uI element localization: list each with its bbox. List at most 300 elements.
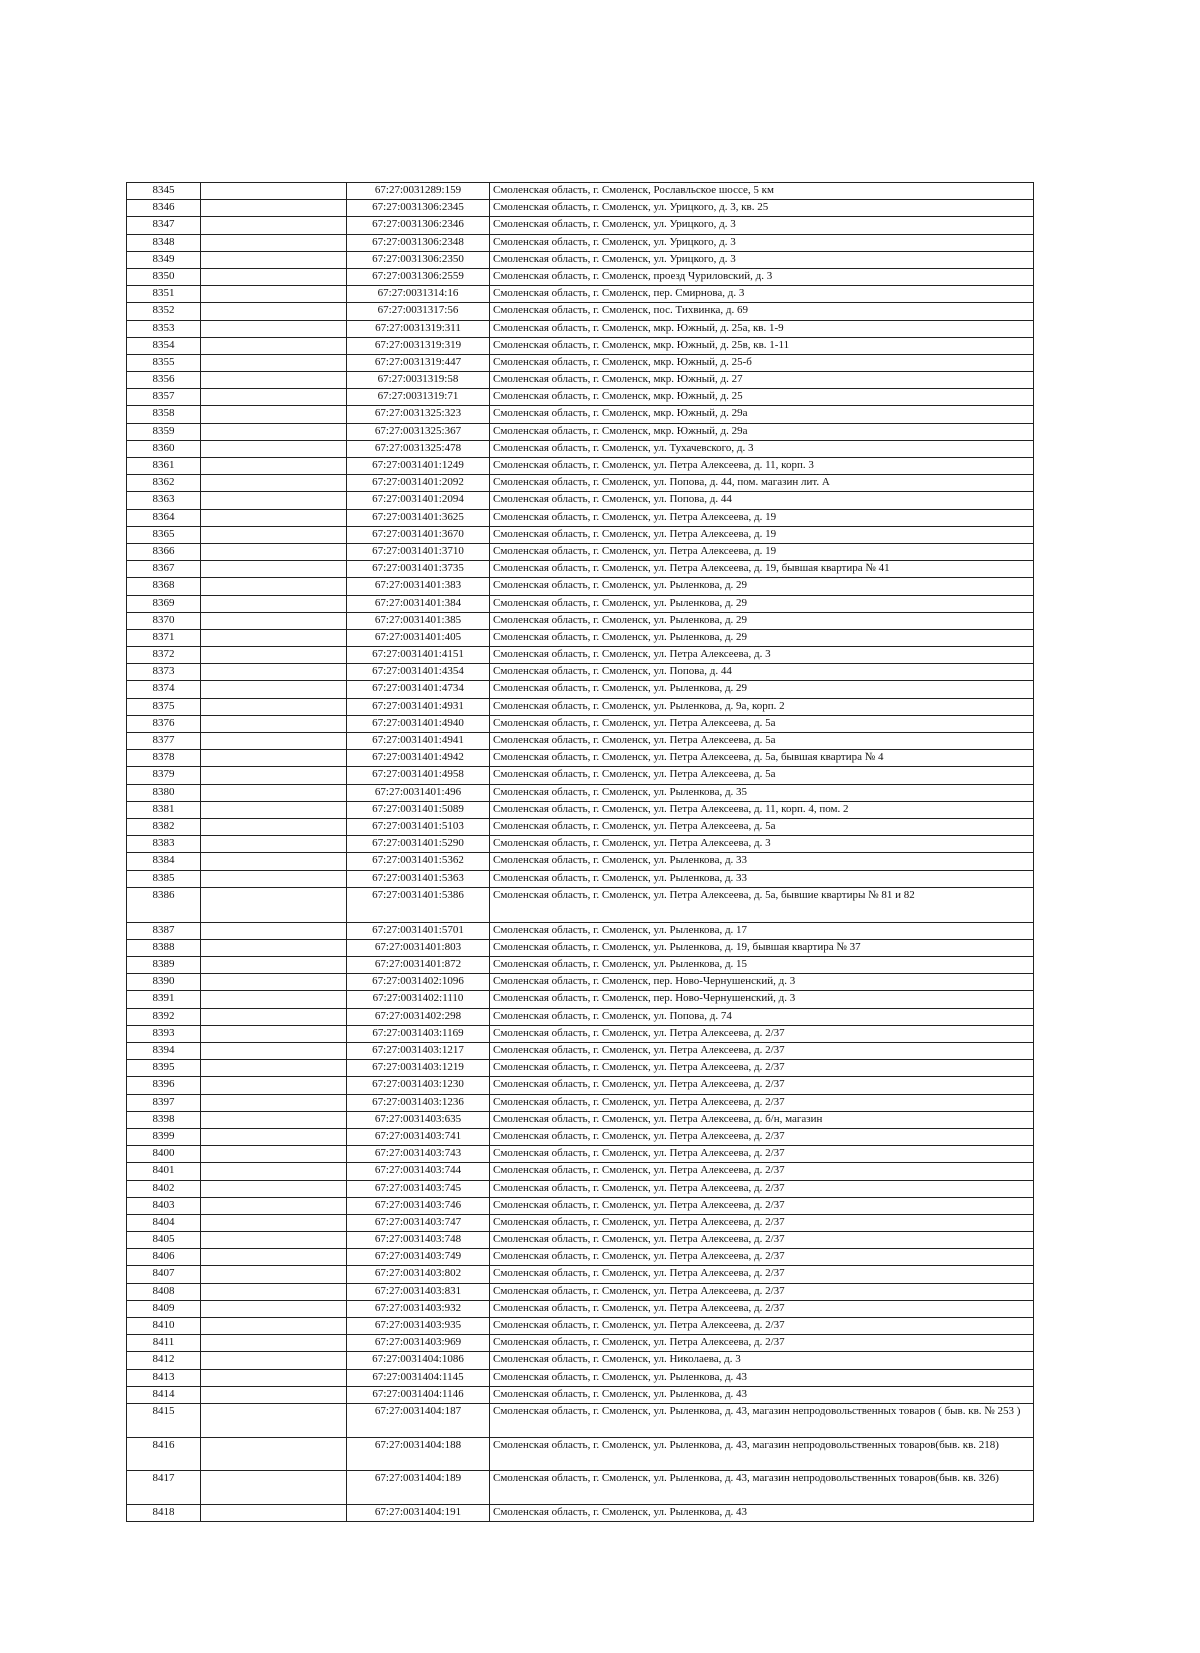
row-blank-cell [201,1180,347,1197]
row-number: 8396 [127,1077,201,1094]
row-number: 8402 [127,1180,201,1197]
table-row [127,509,1034,526]
row-blank-cell [201,733,347,750]
row-cadastral-number: 67:27:0031403:747 [347,1214,490,1231]
row-cadastral-number: 67:27:0031325:323 [347,406,490,423]
row-blank-cell [201,698,347,715]
row-blank-cell [201,939,347,956]
row-cadastral-number: 67:27:0031401:383 [347,578,490,595]
row-address: Смоленская область, г. Смоленск, ул. Петра Алексеева, д. 2/37 [490,1146,1034,1163]
table-row [127,1163,1034,1180]
table-row [127,286,1034,303]
row-address: Смоленская область, г. Смоленск, ул. Рыленкова, д. 29 [490,595,1034,612]
row-number: 8350 [127,268,201,285]
row-blank-cell [201,458,347,475]
row-number: 8349 [127,251,201,268]
row-blank-cell [201,1504,347,1521]
row-cadastral-number: 67:27:0031306:2346 [347,217,490,234]
row-blank-cell [201,1197,347,1214]
table-row [127,974,1034,991]
row-number: 8360 [127,440,201,457]
row-cadastral-number: 67:27:0031401:872 [347,957,490,974]
row-blank-cell [201,750,347,767]
row-blank-cell [201,1111,347,1128]
row-address: Смоленская область, г. Смоленск, ул. Петра Алексеева, д. 2/37 [490,1094,1034,1111]
row-blank-cell [201,1008,347,1025]
row-address: Смоленская область, г. Смоленск, ул. Петра Алексеева, д. 19, бывшая квартира № 41 [490,561,1034,578]
row-blank-cell [201,1060,347,1077]
table-row [127,767,1034,784]
row-number: 8413 [127,1369,201,1386]
row-cadastral-number: 67:27:0031401:803 [347,939,490,956]
table-row [127,183,1034,200]
row-blank-cell [201,251,347,268]
table-row [127,1197,1034,1214]
table-row [127,801,1034,818]
table-row [127,475,1034,492]
row-cadastral-number: 67:27:0031401:384 [347,595,490,612]
row-address: Смоленская область, г. Смоленск, ул. Рыленкова, д. 33 [490,870,1034,887]
row-blank-cell [201,595,347,612]
row-blank-cell [201,664,347,681]
row-number: 8379 [127,767,201,784]
table-row [127,1318,1034,1335]
row-cadastral-number: 67:27:0031401:5290 [347,836,490,853]
row-number: 8415 [127,1403,201,1437]
row-cadastral-number: 67:27:0031401:3670 [347,526,490,543]
table-row [127,234,1034,251]
row-number: 8378 [127,750,201,767]
row-number: 8352 [127,303,201,320]
table-row [127,853,1034,870]
table-row [127,1266,1034,1283]
row-number: 8406 [127,1249,201,1266]
row-cadastral-number: 67:27:0031401:5701 [347,922,490,939]
row-address: Смоленская область, г. Смоленск, пер. Ново-Чернушенский, д. 3 [490,991,1034,1008]
row-blank-cell [201,629,347,646]
row-cadastral-number: 67:27:0031403:1219 [347,1060,490,1077]
row-number: 8376 [127,715,201,732]
row-blank-cell [201,1163,347,1180]
row-number: 8347 [127,217,201,234]
row-blank-cell [201,715,347,732]
table-row [127,268,1034,285]
row-address: Смоленская область, г. Смоленск, ул. Петра Алексеева, д. 3 [490,647,1034,664]
table-row [127,715,1034,732]
table-row [127,440,1034,457]
row-address: Смоленская область, г. Смоленск, ул. Рыленкова, д. 29 [490,629,1034,646]
row-blank-cell [201,801,347,818]
row-cadastral-number: 67:27:0031404:1086 [347,1352,490,1369]
row-cadastral-number: 67:27:0031401:4941 [347,733,490,750]
row-address: Смоленская область, г. Смоленск, ул. Петра Алексеева, д. 5а [490,818,1034,835]
row-number: 8412 [127,1352,201,1369]
row-number: 8356 [127,372,201,389]
row-cadastral-number: 67:27:0031403:802 [347,1266,490,1283]
row-blank-cell [201,1386,347,1403]
row-number: 8362 [127,475,201,492]
row-cadastral-number: 67:27:0031403:744 [347,1163,490,1180]
row-address: Смоленская область, г. Смоленск, ул. Петра Алексеева, д. 2/37 [490,1128,1034,1145]
row-address: Смоленская область, г. Смоленск, ул. Урицкого, д. 3 [490,234,1034,251]
table-row [127,526,1034,543]
table-row [127,406,1034,423]
table-row [127,320,1034,337]
row-number: 8374 [127,681,201,698]
row-address: Смоленская область, г. Смоленск, ул. Петра Алексеева, д. 2/37 [490,1025,1034,1042]
row-address: Смоленская область, г. Смоленск, ул. Петра Алексеева, д. 5а [490,767,1034,784]
row-blank-cell [201,440,347,457]
row-cadastral-number: 67:27:0031404:1145 [347,1369,490,1386]
row-cadastral-number: 67:27:0031403:745 [347,1180,490,1197]
table-row [127,991,1034,1008]
row-address: Смоленская область, г. Смоленск, ул. Попова, д. 74 [490,1008,1034,1025]
row-address: Смоленская область, г. Смоленск, ул. Рыленкова, д. 29 [490,612,1034,629]
row-address: Смоленская область, г. Смоленск, мкр. Южный, д. 25а, кв. 1-9 [490,320,1034,337]
row-address: Смоленская область, г. Смоленск, ул. Петра Алексеева, д. 11, корп. 4, пом. 2 [490,801,1034,818]
row-cadastral-number: 67:27:0031319:58 [347,372,490,389]
table-row [127,612,1034,629]
row-address: Смоленская область, г. Смоленск, ул. Петра Алексеева, д. 5а, бывшая квартира № 4 [490,750,1034,767]
table-row [127,957,1034,974]
row-blank-cell [201,268,347,285]
row-address: Смоленская область, г. Смоленск, мкр. Южный, д. 25 [490,389,1034,406]
row-cadastral-number: 67:27:0031403:748 [347,1232,490,1249]
row-number: 8382 [127,818,201,835]
row-address: Смоленская область, г. Смоленск, пос. Тихвинка, д. 69 [490,303,1034,320]
row-number: 8371 [127,629,201,646]
row-address: Смоленская область, г. Смоленск, ул. Петра Алексеева, д. 2/37 [490,1335,1034,1352]
table-row [127,1249,1034,1266]
row-address: Смоленская область, г. Смоленск, ул. Рыленкова, д. 43, магазин непродовольственных товаров(быв. кв. 218) [490,1437,1034,1471]
row-cadastral-number: 67:27:0031404:191 [347,1504,490,1521]
row-address: Смоленская область, г. Смоленск, мкр. Южный, д. 27 [490,372,1034,389]
row-blank-cell [201,1403,347,1437]
row-number: 8385 [127,870,201,887]
row-blank-cell [201,286,347,303]
row-blank-cell [201,406,347,423]
row-address: Смоленская область, г. Смоленск, ул. Рыленкова, д. 15 [490,957,1034,974]
row-blank-cell [201,1077,347,1094]
table-row [127,458,1034,475]
row-number: 8418 [127,1504,201,1521]
row-blank-cell [201,320,347,337]
row-blank-cell [201,1043,347,1060]
row-cadastral-number: 67:27:0031401:4354 [347,664,490,681]
row-number: 8345 [127,183,201,200]
row-blank-cell [201,887,347,922]
row-address: Смоленская область, г. Смоленск, ул. Рыленкова, д. 17 [490,922,1034,939]
row-cadastral-number: 67:27:0031325:367 [347,423,490,440]
row-address: Смоленская область, г. Смоленск, ул. Петра Алексеева, д. 2/37 [490,1163,1034,1180]
row-number: 8364 [127,509,201,526]
row-cadastral-number: 67:27:0031403:749 [347,1249,490,1266]
row-blank-cell [201,1266,347,1283]
table-row [127,337,1034,354]
row-address: Смоленская область, г. Смоленск, ул. Петра Алексеева, д. 2/37 [490,1232,1034,1249]
row-blank-cell [201,578,347,595]
row-address: Смоленская область, г. Смоленск, ул. Петра Алексеева, д. б/н, магазин [490,1111,1034,1128]
row-number: 8363 [127,492,201,509]
row-blank-cell [201,647,347,664]
table-row [127,354,1034,371]
row-blank-cell [201,836,347,853]
table-row [127,1300,1034,1317]
table-row [127,217,1034,234]
table-row [127,423,1034,440]
row-address: Смоленская область, г. Смоленск, ул. Рыленкова, д. 35 [490,784,1034,801]
row-blank-cell [201,1352,347,1369]
row-cadastral-number: 67:27:0031401:1249 [347,458,490,475]
row-number: 8392 [127,1008,201,1025]
row-address: Смоленская область, г. Смоленск, ул. Петра Алексеева, д. 2/37 [490,1180,1034,1197]
table-row [127,922,1034,939]
row-address: Смоленская область, г. Смоленск, пер. Ново-Чернушенский, д. 3 [490,974,1034,991]
row-address: Смоленская область, г. Смоленск, ул. Попова, д. 44, пом. магазин лит. А [490,475,1034,492]
row-blank-cell [201,767,347,784]
row-cadastral-number: 67:27:0031402:1110 [347,991,490,1008]
row-address: Смоленская область, г. Смоленск, ул. Попова, д. 44 [490,492,1034,509]
row-address: Смоленская область, г. Смоленск, ул. Петра Алексеева, д. 2/37 [490,1060,1034,1077]
row-cadastral-number: 67:27:0031404:188 [347,1437,490,1471]
row-number: 8409 [127,1300,201,1317]
row-blank-cell [201,681,347,698]
table-row [127,492,1034,509]
row-cadastral-number: 67:27:0031306:2350 [347,251,490,268]
row-cadastral-number: 67:27:0031404:1146 [347,1386,490,1403]
row-address: Смоленская область, г. Смоленск, ул. Рыленкова, д. 19, бывшая квартира № 37 [490,939,1034,956]
row-cadastral-number: 67:27:0031403:932 [347,1300,490,1317]
table-row [127,1008,1034,1025]
row-number: 8414 [127,1386,201,1403]
table-row [127,200,1034,217]
row-address: Смоленская область, г. Смоленск, ул. Рыленкова, д. 9а, корп. 2 [490,698,1034,715]
row-blank-cell [201,870,347,887]
row-address: Смоленская область, г. Смоленск, ул. Петра Алексеева, д. 5а [490,715,1034,732]
row-address: Смоленская область, г. Смоленск, ул. Петра Алексеева, д. 2/37 [490,1043,1034,1060]
row-cadastral-number: 67:27:0031401:5363 [347,870,490,887]
row-address: Смоленская область, г. Смоленск, мкр. Южный, д. 29а [490,406,1034,423]
row-blank-cell [201,974,347,991]
row-cadastral-number: 67:27:0031319:447 [347,354,490,371]
table-row [127,664,1034,681]
table-row [127,1077,1034,1094]
row-number: 8367 [127,561,201,578]
row-number: 8393 [127,1025,201,1042]
row-blank-cell [201,1146,347,1163]
table-row [127,939,1034,956]
row-number: 8370 [127,612,201,629]
row-blank-cell [201,1283,347,1300]
row-blank-cell [201,1094,347,1111]
row-number: 8384 [127,853,201,870]
row-address: Смоленская область, г. Смоленск, пер. Смирнова, д. 3 [490,286,1034,303]
registry-sheet [126,182,1033,1522]
row-number: 8361 [127,458,201,475]
row-number: 8395 [127,1060,201,1077]
row-blank-cell [201,612,347,629]
row-blank-cell [201,217,347,234]
table-row [127,1128,1034,1145]
table-row [127,887,1034,922]
row-number: 8407 [127,1266,201,1283]
row-blank-cell [201,1369,347,1386]
row-number: 8386 [127,887,201,922]
row-cadastral-number: 67:27:0031403:743 [347,1146,490,1163]
row-blank-cell [201,1232,347,1249]
row-blank-cell [201,1335,347,1352]
row-address: Смоленская область, г. Смоленск, ул. Петра Алексеева, д. 2/37 [490,1318,1034,1335]
row-cadastral-number: 67:27:0031403:1236 [347,1094,490,1111]
table-row [127,698,1034,715]
row-number: 8348 [127,234,201,251]
row-blank-cell [201,1300,347,1317]
table-row [127,1403,1034,1437]
row-blank-cell [201,1025,347,1042]
table-row [127,372,1034,389]
row-cadastral-number: 67:27:0031401:5103 [347,818,490,835]
row-number: 8380 [127,784,201,801]
row-number: 8387 [127,922,201,939]
row-cadastral-number: 67:27:0031401:3710 [347,543,490,560]
row-blank-cell [201,1318,347,1335]
row-cadastral-number: 67:27:0031401:4942 [347,750,490,767]
row-address: Смоленская область, г. Смоленск, ул. Николаева, д. 3 [490,1352,1034,1369]
row-number: 8390 [127,974,201,991]
row-blank-cell [201,1471,347,1505]
row-cadastral-number: 67:27:0031403:969 [347,1335,490,1352]
row-cadastral-number: 67:27:0031403:746 [347,1197,490,1214]
row-cadastral-number: 67:27:0031317:56 [347,303,490,320]
row-cadastral-number: 67:27:0031401:3735 [347,561,490,578]
row-address: Смоленская область, г. Смоленск, ул. Петра Алексеева, д. 2/37 [490,1214,1034,1231]
row-address: Смоленская область, г. Смоленск, ул. Петра Алексеева, д. 3 [490,836,1034,853]
row-cadastral-number: 67:27:0031404:189 [347,1471,490,1505]
row-blank-cell [201,853,347,870]
row-number: 8346 [127,200,201,217]
row-number: 8375 [127,698,201,715]
row-number: 8381 [127,801,201,818]
row-cadastral-number: 67:27:0031401:4931 [347,698,490,715]
table-row [127,1335,1034,1352]
table-row [127,543,1034,560]
row-cadastral-number: 67:27:0031401:385 [347,612,490,629]
row-blank-cell [201,526,347,543]
table-row [127,818,1034,835]
table-row [127,1025,1034,1042]
row-number: 8358 [127,406,201,423]
row-address: Смоленская область, г. Смоленск, ул. Рыленкова, д. 43 [490,1504,1034,1521]
row-number: 8359 [127,423,201,440]
row-address: Смоленская область, г. Смоленск, ул. Рыленкова, д. 43, магазин непродовольственных товаров ( быв. кв. № 253 ) [490,1403,1034,1437]
row-cadastral-number: 67:27:0031306:2345 [347,200,490,217]
row-cadastral-number: 67:27:0031401:4734 [347,681,490,698]
row-address: Смоленская область, г. Смоленск, ул. Урицкого, д. 3, кв. 25 [490,200,1034,217]
row-address: Смоленская область, г. Смоленск, ул. Петра Алексеева, д. 19 [490,509,1034,526]
row-blank-cell [201,561,347,578]
table-row [127,1060,1034,1077]
row-blank-cell [201,372,347,389]
row-blank-cell [201,200,347,217]
row-blank-cell [201,423,347,440]
row-blank-cell [201,991,347,1008]
registry-table-body [127,183,1034,1522]
row-blank-cell [201,818,347,835]
table-row [127,1232,1034,1249]
row-blank-cell [201,1128,347,1145]
row-cadastral-number: 67:27:0031403:635 [347,1111,490,1128]
row-cadastral-number: 67:27:0031402:298 [347,1008,490,1025]
row-blank-cell [201,492,347,509]
row-blank-cell [201,543,347,560]
row-number: 8377 [127,733,201,750]
row-number: 8401 [127,1163,201,1180]
row-address: Смоленская область, г. Смоленск, мкр. Южный, д. 29а [490,423,1034,440]
row-number: 8408 [127,1283,201,1300]
row-blank-cell [201,1249,347,1266]
table-row [127,1094,1034,1111]
table-row [127,1043,1034,1060]
row-number: 8357 [127,389,201,406]
row-cadastral-number: 67:27:0031401:3625 [347,509,490,526]
table-row [127,750,1034,767]
table-row [127,1437,1034,1471]
row-cadastral-number: 67:27:0031404:187 [347,1403,490,1437]
row-cadastral-number: 67:27:0031401:2094 [347,492,490,509]
row-cadastral-number: 67:27:0031401:496 [347,784,490,801]
row-address: Смоленская область, г. Смоленск, ул. Тухачевского, д. 3 [490,440,1034,457]
row-cadastral-number: 67:27:0031401:405 [347,629,490,646]
row-number: 8394 [127,1043,201,1060]
row-address: Смоленская область, г. Смоленск, ул. Петра Алексеева, д. 2/37 [490,1266,1034,1283]
row-cadastral-number: 67:27:0031401:5362 [347,853,490,870]
row-number: 8354 [127,337,201,354]
row-cadastral-number: 67:27:0031401:5089 [347,801,490,818]
table-row [127,1283,1034,1300]
table-row [127,389,1034,406]
table-row [127,1352,1034,1369]
table-row [127,1386,1034,1403]
row-cadastral-number: 67:27:0031306:2559 [347,268,490,285]
row-address: Смоленская область, г. Смоленск, Рославльское шоссе, 5 км [490,183,1034,200]
row-address: Смоленская область, г. Смоленск, ул. Петра Алексеева, д. 19 [490,543,1034,560]
row-address: Смоленская область, г. Смоленск, мкр. Южный, д. 25в, кв. 1-11 [490,337,1034,354]
table-row [127,251,1034,268]
row-address: Смоленская область, г. Смоленск, ул. Рыленкова, д. 29 [490,578,1034,595]
row-blank-cell [201,389,347,406]
table-row [127,1146,1034,1163]
row-number: 8403 [127,1197,201,1214]
row-number: 8355 [127,354,201,371]
row-blank-cell [201,1437,347,1471]
row-number: 8417 [127,1471,201,1505]
row-address: Смоленская область, г. Смоленск, ул. Урицкого, д. 3 [490,217,1034,234]
table-row [127,595,1034,612]
row-number: 8405 [127,1232,201,1249]
row-cadastral-number: 67:27:0031403:741 [347,1128,490,1145]
row-cadastral-number: 67:27:0031306:2348 [347,234,490,251]
row-number: 8366 [127,543,201,560]
row-number: 8399 [127,1128,201,1145]
row-blank-cell [201,183,347,200]
row-number: 8404 [127,1214,201,1231]
row-cadastral-number: 67:27:0031401:4940 [347,715,490,732]
row-blank-cell [201,303,347,320]
row-address: Смоленская область, г. Смоленск, ул. Урицкого, д. 3 [490,251,1034,268]
table-row [127,578,1034,595]
row-blank-cell [201,234,347,251]
row-address: Смоленская область, г. Смоленск, ул. Петра Алексеева, д. 2/37 [490,1283,1034,1300]
